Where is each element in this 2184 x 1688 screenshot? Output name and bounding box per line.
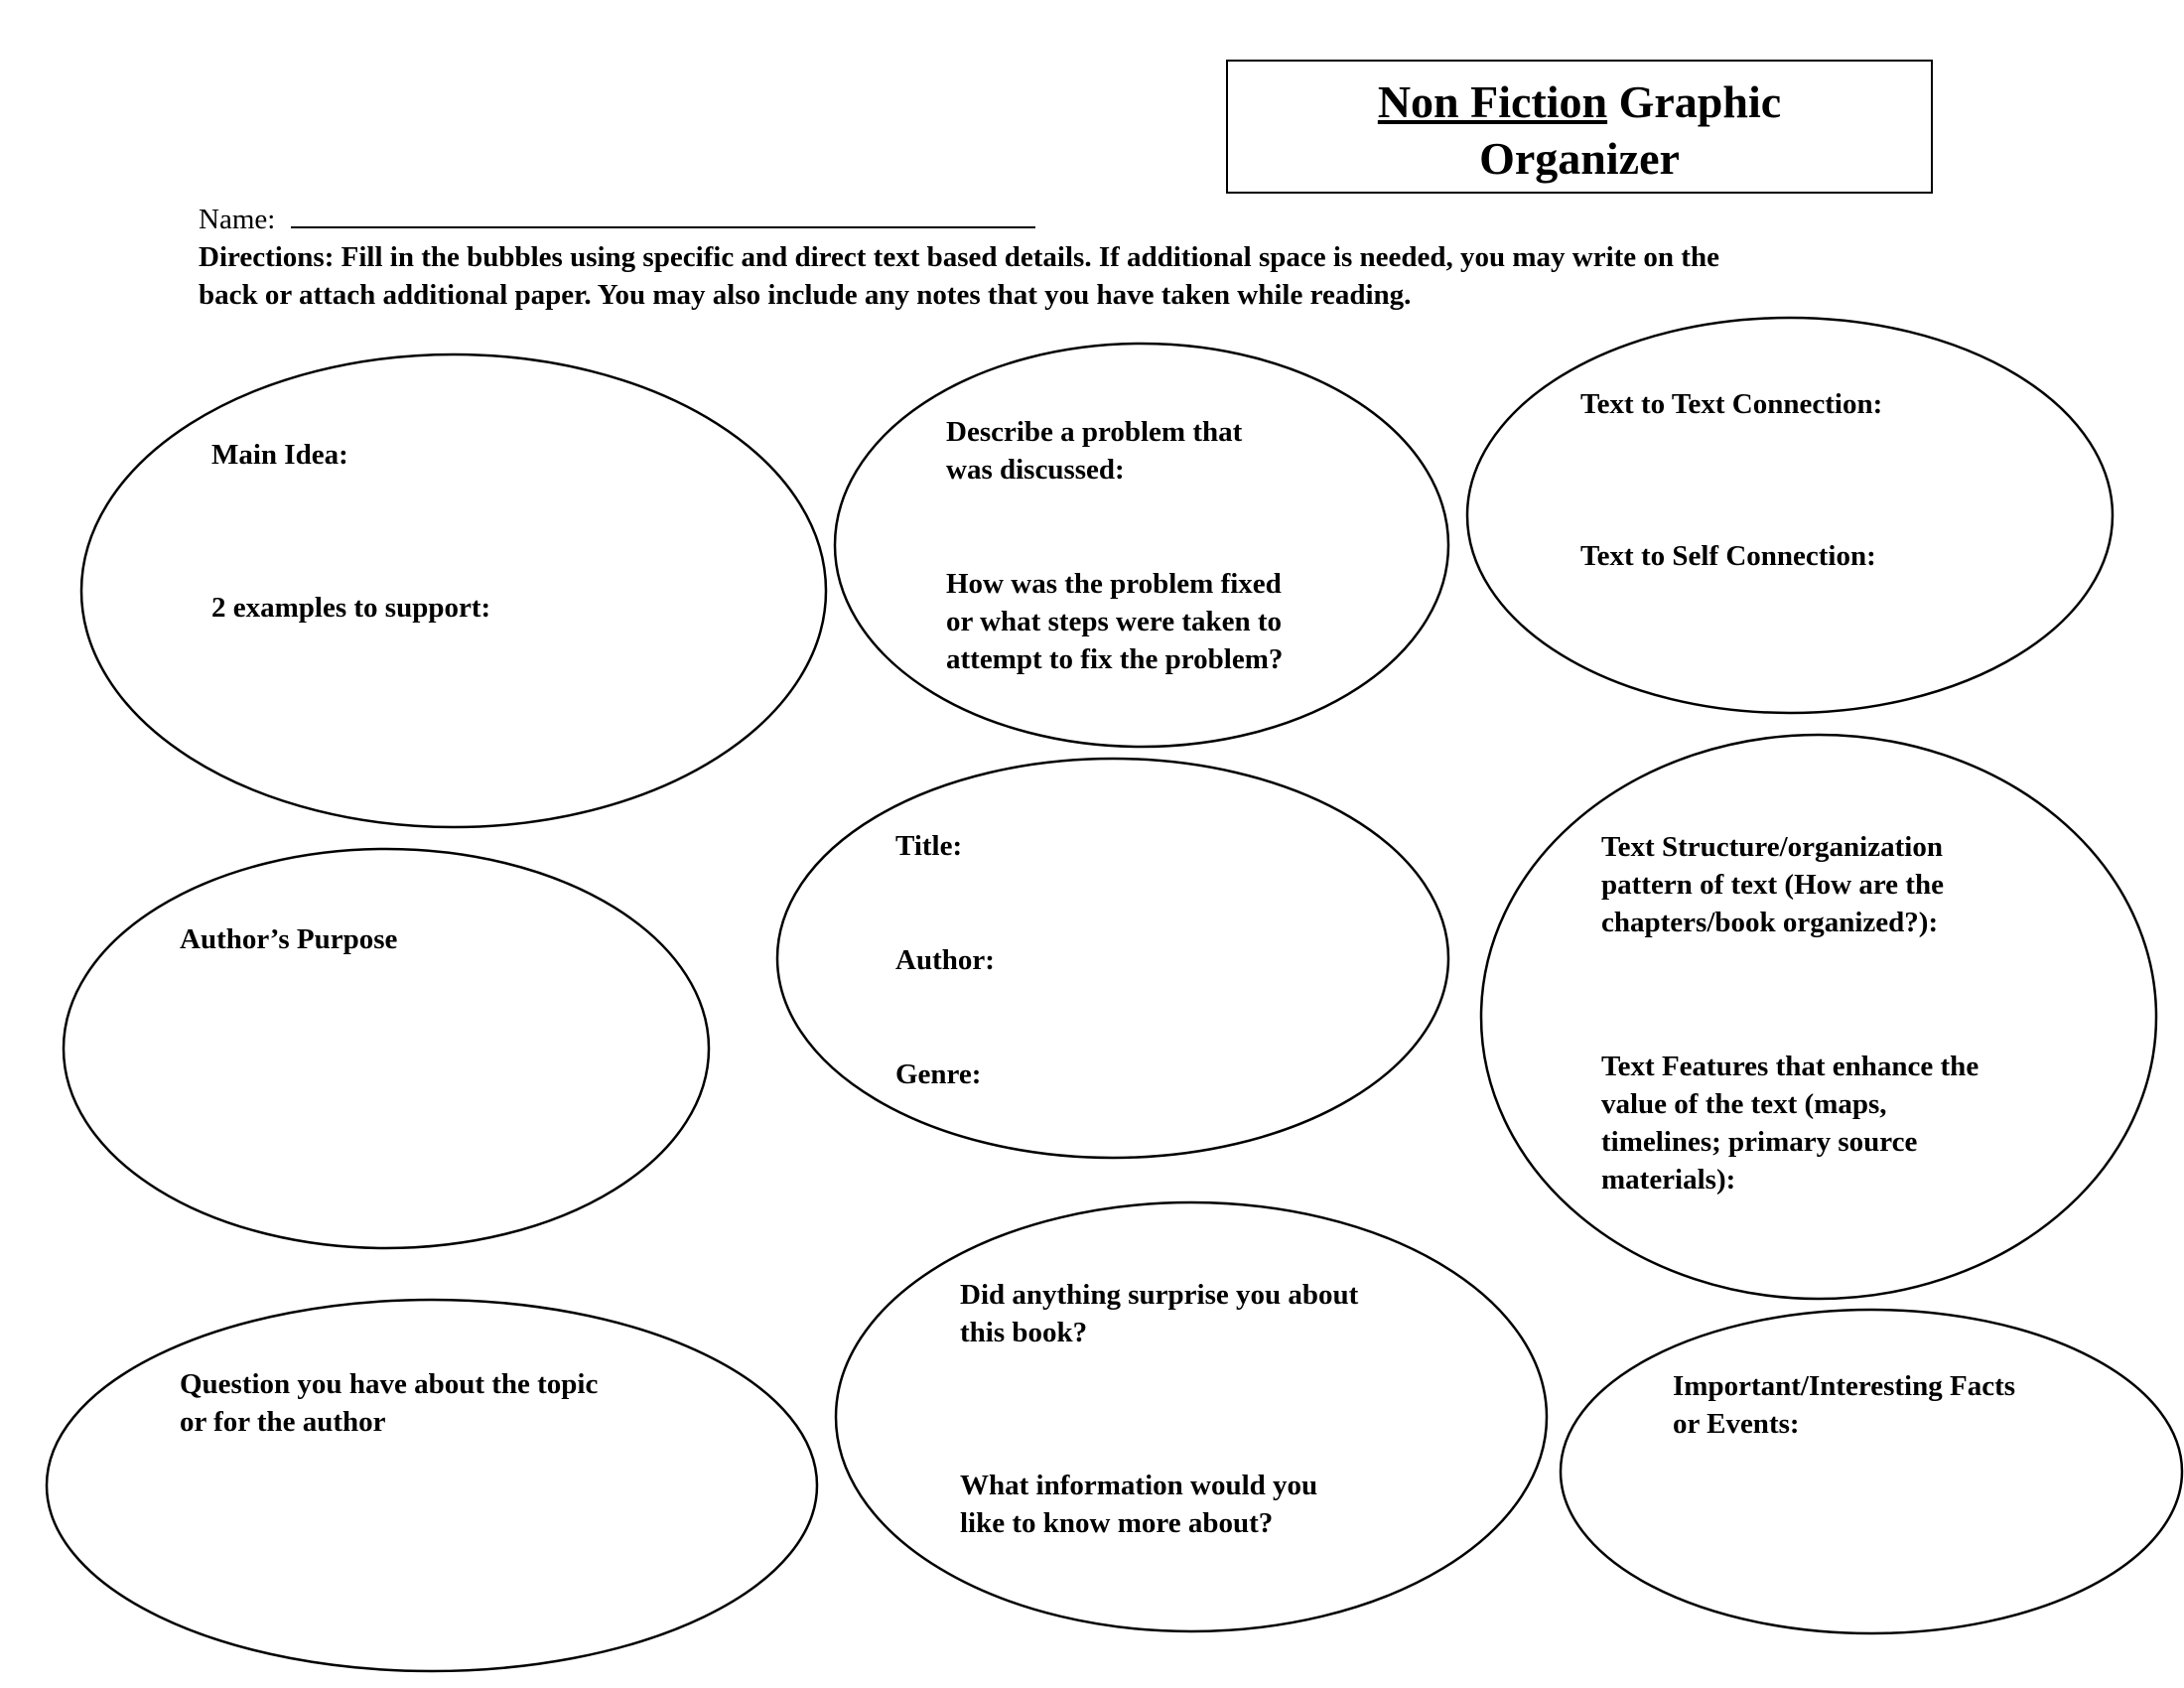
question-bubble — [47, 1300, 817, 1671]
text-line: was discussed: — [946, 454, 1125, 486]
text-line: attempt to fix the problem? — [946, 643, 1284, 675]
text-line: timelines; primary source — [1601, 1126, 1918, 1158]
more-info-label — [960, 1467, 1317, 1542]
text-features-label — [1601, 1048, 1979, 1198]
text-line: this book? — [960, 1317, 1088, 1348]
text-line: like to know more about? — [960, 1507, 1274, 1539]
text-line: Important/Interesting Facts — [1673, 1370, 2016, 1402]
genre-label: Genre: — [895, 1058, 982, 1090]
text-line: materials): — [1601, 1164, 1736, 1196]
main-idea-label: Main Idea: — [211, 439, 348, 471]
author-label: Author: — [895, 944, 995, 976]
text-line: value of the text (maps, — [1601, 1088, 1887, 1120]
directions — [199, 238, 1985, 314]
text-line: Did anything surprise you about — [960, 1279, 1359, 1311]
problem-bubble — [835, 344, 1448, 747]
title-rest: Graphic — [1607, 76, 1782, 127]
facts-bubble — [1561, 1310, 2182, 1633]
text-structure-label — [1601, 828, 1944, 941]
page-title — [1226, 60, 1933, 194]
title-label: Title: — [895, 830, 963, 862]
surprise-label — [960, 1276, 1358, 1351]
text-line: Describe a problem that — [946, 416, 1243, 448]
text-structure-bubble — [1481, 735, 2156, 1299]
text-to-text-label: Text to Text Connection: — [1580, 388, 1883, 420]
fixed-label — [946, 565, 1283, 678]
name-blank-line[interactable] — [291, 201, 1035, 228]
text-line: pattern of text (How are the — [1601, 869, 1944, 901]
directions-line: Directions: Fill in the bubbles using specific and direct text based details. If additional space is needed, you may write on the — [199, 241, 1719, 273]
text-line: Text Features that enhance the — [1601, 1051, 1979, 1082]
text-line: Text Structure/organization — [1601, 831, 1943, 863]
text-line: chapters/book organized?): — [1601, 907, 1939, 938]
text-line: or what steps were taken to — [946, 606, 1283, 637]
problem-label — [946, 413, 1242, 489]
question-label — [180, 1365, 598, 1441]
title-underlined: Non Fiction — [1377, 76, 1608, 127]
authors-purpose-label: Author’s Purpose — [180, 923, 398, 955]
text-line: or Events: — [1673, 1408, 1800, 1440]
title-line2: Organizer — [1479, 133, 1680, 184]
text-line: Question you have about the topic — [180, 1368, 599, 1400]
authors-purpose-bubble — [64, 849, 709, 1248]
title-bubble — [777, 759, 1448, 1158]
name-label: Name: — [199, 204, 276, 235]
facts-label — [1673, 1367, 2015, 1443]
surprise-bubble — [836, 1202, 1547, 1631]
directions-line: back or attach additional paper. You may also include any notes that you have taken while reading. — [199, 279, 1412, 311]
text-to-self-label: Text to Self Connection: — [1580, 540, 1876, 572]
text-line: or for the author — [180, 1406, 386, 1438]
examples-label: 2 examples to support: — [211, 592, 491, 624]
connection-bubble — [1467, 318, 2113, 713]
text-line: How was the problem fixed — [946, 568, 1282, 600]
name-field — [199, 201, 1035, 236]
text-line: What information would you — [960, 1470, 1318, 1501]
